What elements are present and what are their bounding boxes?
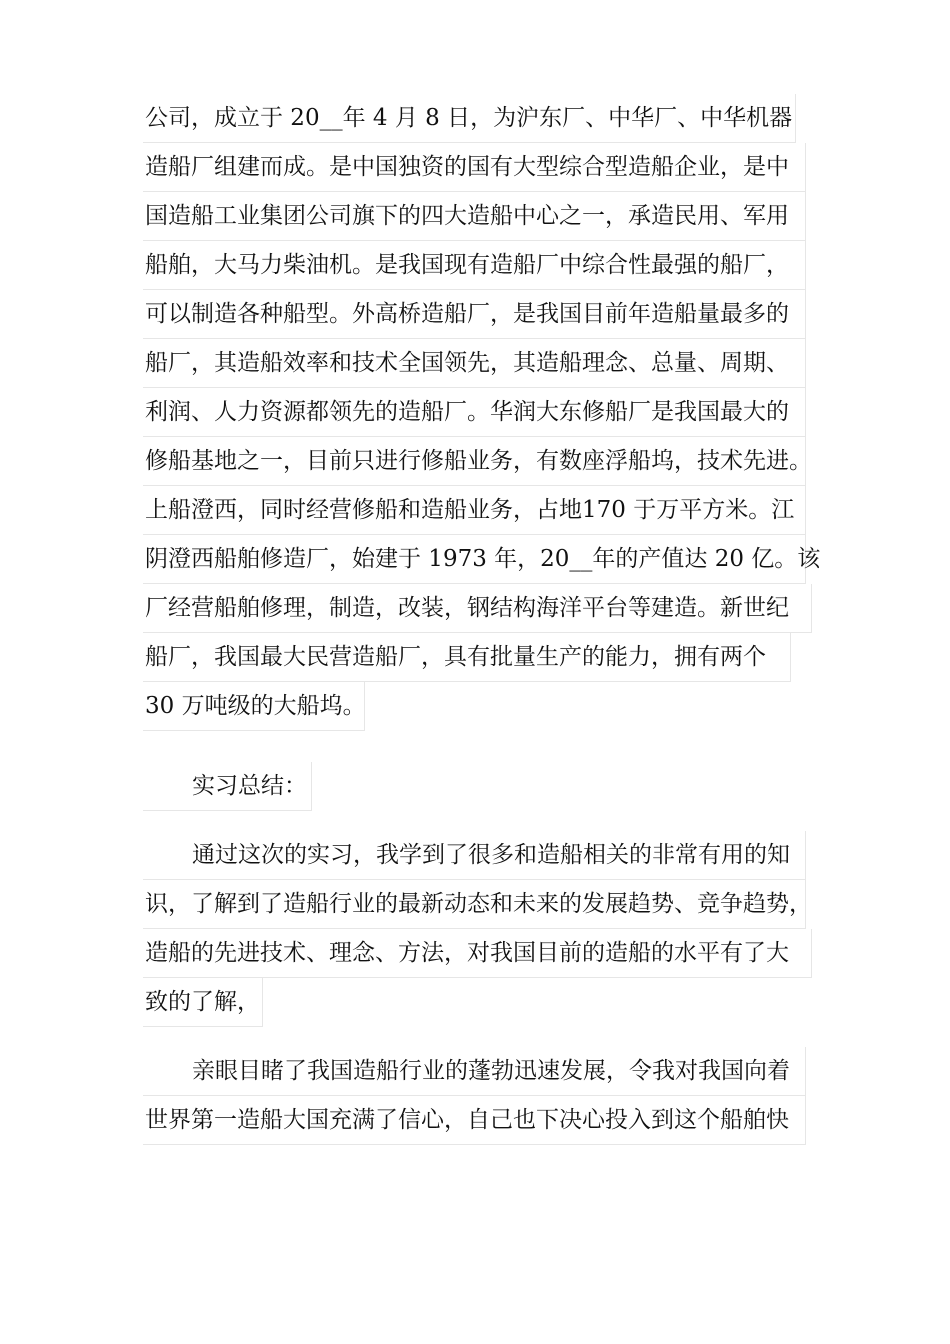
text-line: 公司，成立于 20__年 4 月 8 日，为沪东厂、中华厂、中华机器 [143,94,796,143]
text-line: 船舶，大马力柴油机。是我国现有造船厂中综合性最强的船厂， [143,241,806,290]
text-line: 国造船工业集团公司旗下的四大造船中心之一，承造民用、军用 [143,192,806,241]
text-line: 造船厂组建而成。是中国独资的国有大型综合型造船企业，是中 [143,143,806,192]
text-line: 通过这次的实习，我学到了很多和造船相关的非常有用的知 [143,831,806,880]
text-line: 阴澄西船舶修造厂，始建于 1973 年，20__年的产值达 20 亿。该 [143,535,806,584]
text-line: 船厂，我国最大民营造船厂，具有批量生产的能力，拥有两个 [143,633,791,682]
text-line: 识，了解到了造船行业的最新动态和未来的发展趋势、竞争趋势， [143,880,806,929]
paragraph-confidence [143,1047,806,1145]
text-line: 亲眼目睹了我国造船行业的蓬勃迅速发展，令我对我国向着 [143,1047,806,1096]
text-line: 利润、人力资源都领先的造船厂。华润大东修船厂是我国最大的 [143,388,806,437]
text-line: 厂经营船舶修理，制造，改装，钢结构海洋平台等建造。新世纪 [143,584,812,633]
text-line: 上船澄西，同时经营修船和造船业务，占地170 于万平方米。江 [143,486,806,535]
text-line: 30 万吨级的大船坞。 [143,682,365,731]
text-line: 可以制造各种船型。外高桥造船厂，是我国目前年造船量最多的 [143,290,806,339]
text-line: 修船基地之一，目前只进行修船业务，有数座浮船坞，技术先进。 [143,437,806,486]
text-line: 船厂，其造船效率和技术全国领先，其造船理念、总量、周期、 [143,339,806,388]
paragraph-summary [143,831,812,1027]
paragraph-shipyards [143,94,821,731]
text-line: 造船的先进技术、理念、方法，对我国目前的造船的水平有了大 [143,929,812,978]
section-heading-internship-summary [143,762,312,811]
heading-text: 实习总结： [143,762,312,811]
text-line: 世界第一造船大国充满了信心，自己也下决心投入到这个船舶快 [143,1096,806,1145]
text-line: 致的了解， [143,978,263,1027]
